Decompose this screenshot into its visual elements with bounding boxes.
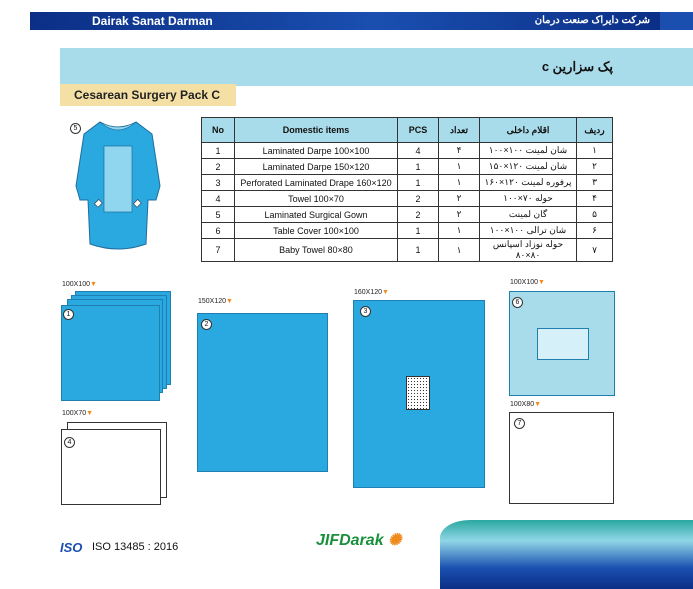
cell-no: 5 — [202, 207, 235, 223]
dim-text-3: 160X120 — [354, 289, 383, 296]
arrow-down-icon: ▼ — [538, 279, 545, 286]
dim-text-1: 100X100 — [62, 281, 91, 288]
cell-row-fa: ۱ — [577, 143, 613, 159]
title-fa: پک سزارین c — [541, 59, 613, 74]
table-cover-center-panel — [537, 328, 589, 360]
cell-item: Laminated Darpe 150×120 — [235, 159, 398, 175]
cell-pcs: 1 — [398, 223, 439, 239]
cell-pcs: 2 — [398, 191, 439, 207]
arrow-down-icon: ▼ — [86, 410, 94, 417]
arrow-down-icon: ▼ — [90, 281, 97, 288]
table-row — [202, 159, 613, 175]
header-accent — [660, 12, 693, 30]
title-en: Cesarean Surgery Pack C — [74, 88, 221, 102]
panel-number-3: 3 — [360, 306, 371, 317]
dim-text-4: 100X70 — [62, 410, 87, 417]
cell-no: 6 — [202, 223, 235, 239]
company-name-fa: شرکت دایراک صنعت درمان — [534, 15, 650, 26]
cell-row-fa: ۲ — [577, 159, 613, 175]
table-header-row — [202, 118, 613, 143]
surgical-gown-illustration — [70, 116, 166, 258]
panel-number-2: 2 — [201, 319, 212, 330]
cell-item: Table Cover 100×100 — [235, 223, 398, 239]
items-table — [201, 117, 613, 262]
col-count-fa: تعداد — [439, 118, 480, 143]
cell-pcs: 4 — [398, 143, 439, 159]
gown-number: 5 — [70, 123, 81, 134]
cell-count-fa: ۱ — [439, 175, 480, 191]
cell-pcs: 1 — [398, 175, 439, 191]
dim-label-3 — [354, 289, 389, 296]
laminated-drape-100x100 — [61, 305, 160, 401]
col-no: No — [202, 118, 235, 143]
dim-label-1 — [62, 281, 97, 288]
cell-no: 7 — [202, 239, 235, 262]
towel-100x70 — [61, 429, 161, 505]
baby-towel-100x80 — [509, 412, 614, 504]
company-logo — [316, 530, 401, 550]
header-bar — [30, 12, 660, 30]
cell-count-fa: ۱ — [439, 223, 480, 239]
cell-item-fa: شان لمینت ۱۲۰×۱۵۰ — [480, 159, 577, 175]
cell-item-fa: حوله ۷۰×۱۰۰ — [480, 191, 577, 207]
cell-item: Perforated Laminated Drape 160×120 — [235, 175, 398, 191]
company-name-en: Dairak Sanat Darman — [92, 14, 213, 28]
cell-no: 3 — [202, 175, 235, 191]
footer-wave-graphic — [440, 520, 693, 589]
arrow-down-icon: ▼ — [534, 401, 542, 408]
cell-item-fa: شان ترالی ۱۰۰×۱۰۰ — [480, 223, 577, 239]
cell-item: Baby Towel 80×80 — [235, 239, 398, 262]
perforation-window — [406, 376, 430, 410]
cell-item-fa: حوله نوزاد اسپانس ۸۰×۸۰ — [480, 239, 577, 262]
arrow-down-icon: ▼ — [226, 298, 233, 305]
panel-number-6: 6 — [512, 297, 523, 308]
cell-count-fa: ۴ — [439, 143, 480, 159]
cell-item-fa: پرفوره لمینت ۱۲۰×۱۶۰ — [480, 175, 577, 191]
table-row — [202, 207, 613, 223]
dim-label-4 — [62, 410, 93, 417]
cell-row-fa: ۴ — [577, 191, 613, 207]
laminated-drape-150x120 — [197, 313, 328, 472]
iso-logo: ISO — [60, 540, 83, 555]
table-row — [202, 223, 613, 239]
dim-text-2: 150X120 — [198, 298, 227, 305]
cell-no: 4 — [202, 191, 235, 207]
cell-row-fa: ۷ — [577, 239, 613, 262]
cell-pcs: 1 — [398, 239, 439, 262]
table-row — [202, 143, 613, 159]
cell-item-fa: شان لمینت ۱۰۰×۱۰۰ — [480, 143, 577, 159]
title-tag — [60, 84, 236, 106]
panel-number-7: 7 — [514, 418, 525, 429]
sun-icon: ✺ — [388, 532, 402, 549]
cell-count-fa: ۲ — [439, 207, 480, 223]
dim-label-7 — [510, 401, 541, 408]
cell-item: Towel 100×70 — [235, 191, 398, 207]
dim-label-2 — [198, 298, 233, 305]
dim-label-6 — [510, 279, 545, 286]
cell-pcs: 1 — [398, 159, 439, 175]
cell-row-fa: ۳ — [577, 175, 613, 191]
dim-text-7: 100X80 — [510, 401, 535, 408]
cell-count-fa: ۱ — [439, 239, 480, 262]
iso-certification: ISO 13485 : 2016 — [92, 541, 179, 553]
cell-count-fa: ۲ — [439, 191, 480, 207]
cell-item: Laminated Darpe 100×100 — [235, 143, 398, 159]
cell-pcs: 2 — [398, 207, 439, 223]
col-items-fa: اقلام داخلی — [480, 118, 577, 143]
cell-row-fa: ۶ — [577, 223, 613, 239]
col-domestic-items: Domestic items — [235, 118, 398, 143]
panel-number-1: 1 — [63, 309, 74, 320]
table-row — [202, 239, 613, 262]
cell-no: 2 — [202, 159, 235, 175]
cell-no: 1 — [202, 143, 235, 159]
panel-number-4: 4 — [64, 437, 75, 448]
dim-text-6: 100X100 — [510, 279, 539, 286]
cell-item: Laminated Surgical Gown — [235, 207, 398, 223]
logo-text: JIFDarak — [316, 532, 384, 549]
title-band — [60, 48, 693, 86]
cell-row-fa: ۵ — [577, 207, 613, 223]
cell-item-fa: گان لمینت — [480, 207, 577, 223]
arrow-down-icon: ▼ — [382, 289, 389, 296]
table-row — [202, 175, 613, 191]
col-row-fa: ردیف — [577, 118, 613, 143]
cell-count-fa: ۱ — [439, 159, 480, 175]
col-pcs: PCS — [398, 118, 439, 143]
table-row — [202, 191, 613, 207]
